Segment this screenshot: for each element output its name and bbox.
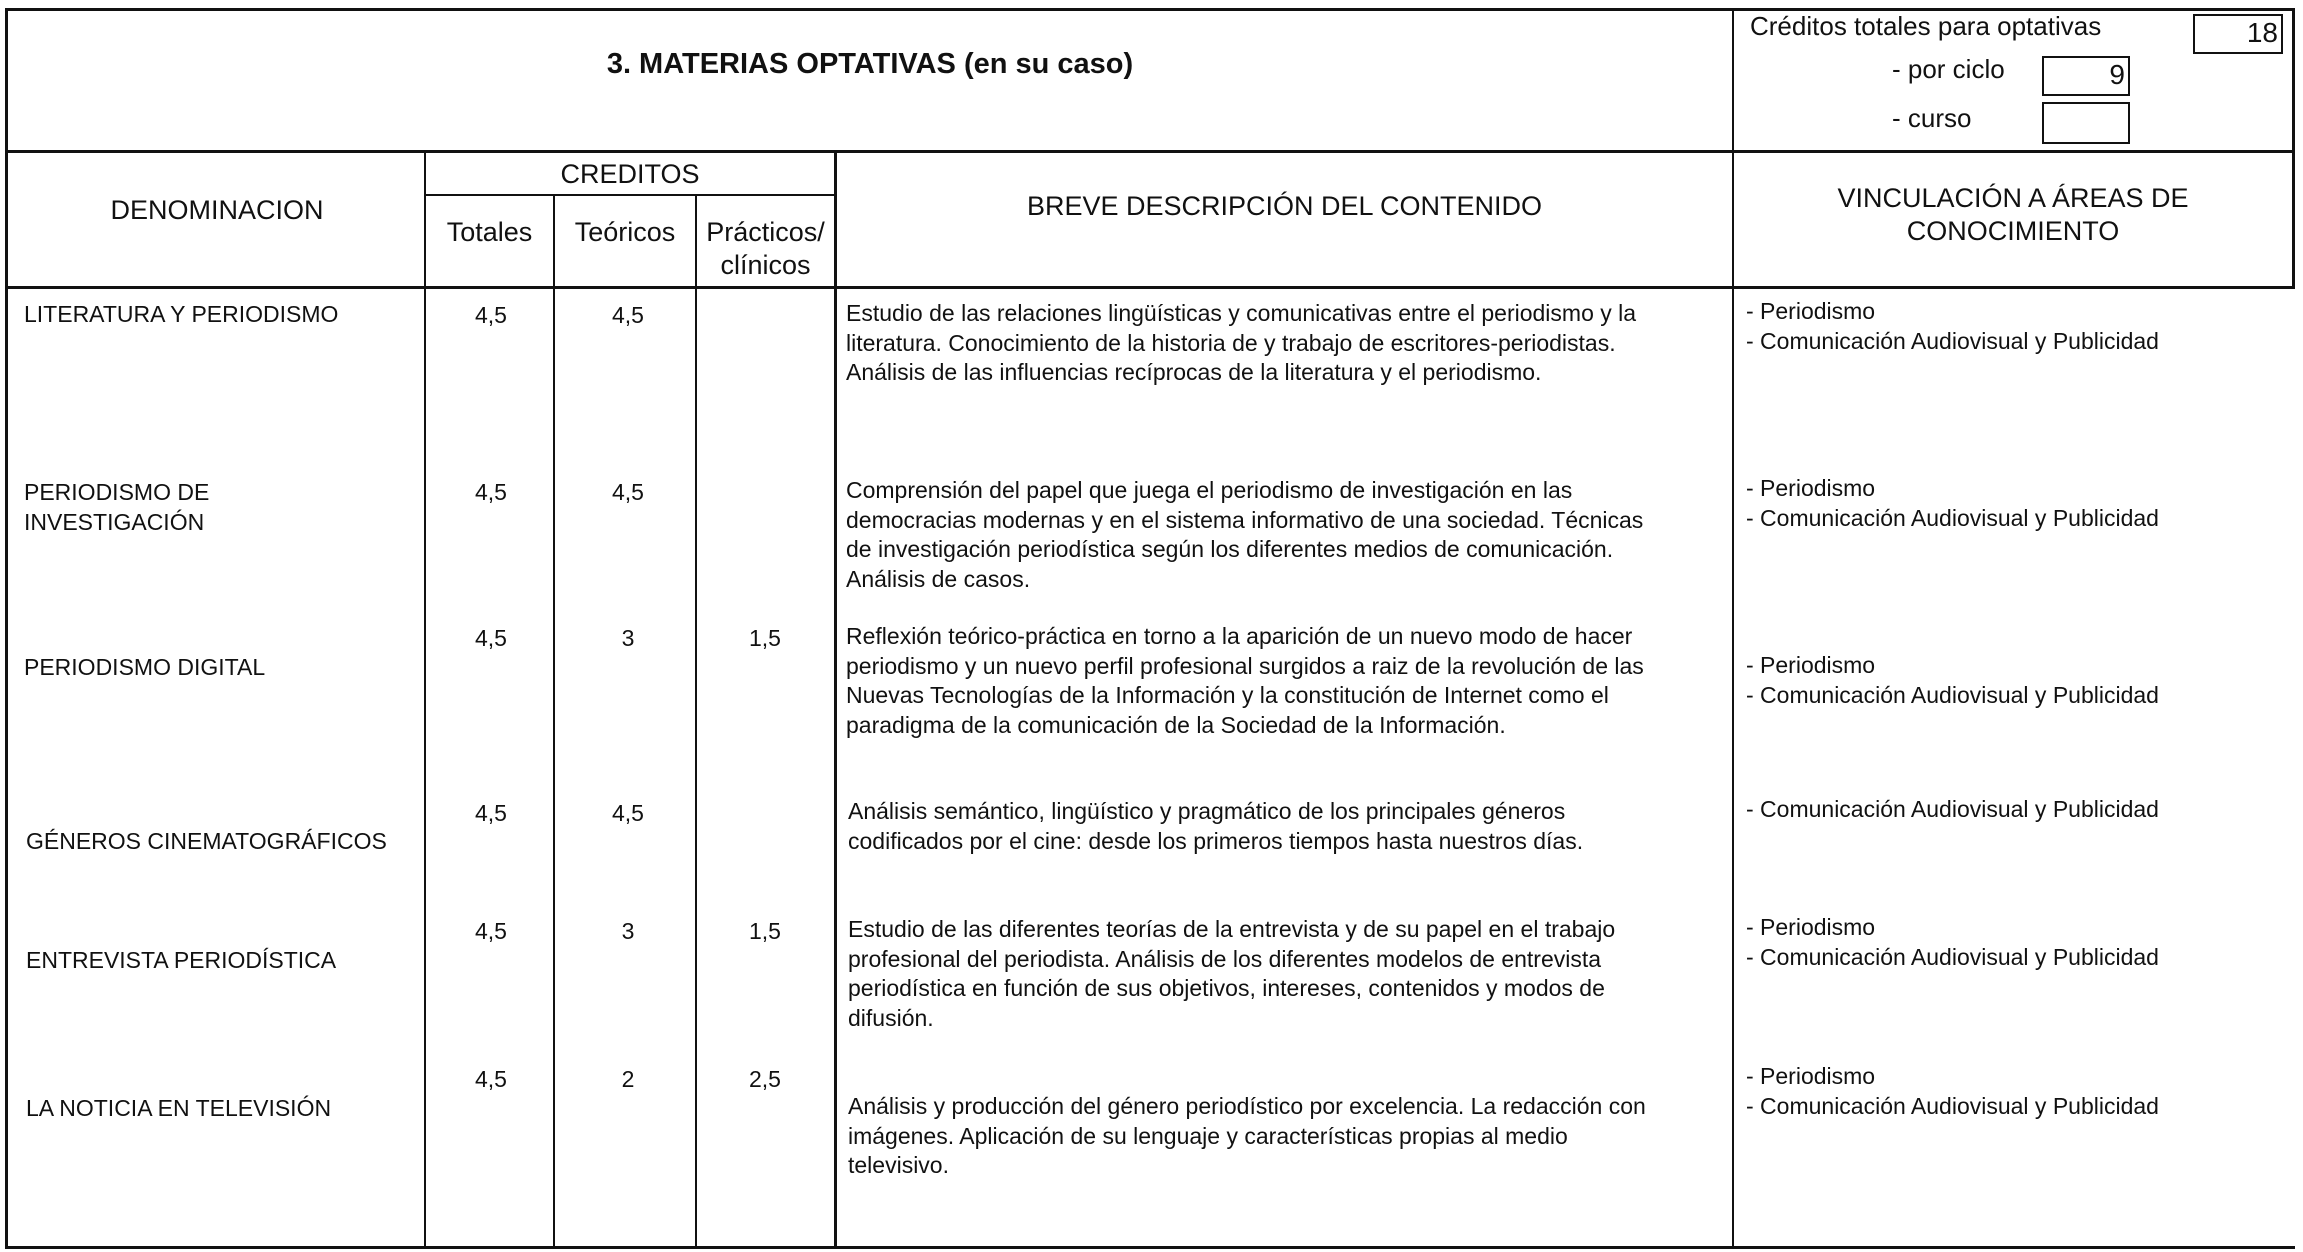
area-item: - Periodismo — [1746, 298, 1876, 324]
row-description — [846, 299, 1636, 388]
row-description — [848, 797, 1583, 856]
row-practicos: 1,5 — [749, 625, 781, 651]
description-line: Reflexión teórico-práctica en torno a la aparición de un nuevo modo de hacer — [846, 623, 1633, 649]
header-descripcion: BREVE DESCRIPCIÓN DEL CONTENIDO — [1026, 191, 1543, 221]
row-totales: 4,5 — [475, 918, 507, 944]
course-label: - curso — [1892, 103, 1972, 133]
course-value — [2042, 102, 2130, 144]
description-line: de investigación periodística según los diferentes medios de comunicación. — [846, 536, 1614, 562]
header-teoricos: Teóricos — [574, 217, 676, 247]
row-totales: 4,5 — [475, 479, 507, 505]
row-teoricos: 3 — [621, 918, 635, 944]
row-areas — [1746, 913, 2159, 972]
area-item: - Comunicación Audiovisual y Publicidad — [1746, 943, 2159, 970]
header-vinculacion-line2: CONOCIMIENTO — [1906, 216, 2120, 246]
description-line: difusión. — [848, 1004, 934, 1031]
header-practicos-line2: clínicos — [720, 250, 811, 280]
row-totales: 4,5 — [475, 625, 507, 651]
area-item: - Periodismo — [1746, 914, 1876, 940]
area-item: - Periodismo — [1746, 475, 1876, 501]
area-item: - Periodismo — [1746, 652, 1876, 678]
row-teoricos: 3 — [621, 625, 635, 651]
row-teoricos: 4,5 — [612, 302, 644, 328]
row-areas — [1746, 651, 2159, 710]
row-areas — [1746, 297, 2159, 356]
row-description — [846, 622, 1644, 740]
description-line: periodística en función de sus objetivos, intereses, contenidos y modos de — [848, 975, 1605, 1001]
row-description — [848, 1092, 1646, 1181]
area-item: - Comunicación Audiovisual y Publicidad — [1746, 1092, 2159, 1119]
header-practicos-line1: Prácticos/ — [706, 217, 825, 247]
total-credits-label: Créditos totales para optativas — [1750, 11, 2102, 41]
area-item: - Periodismo — [1746, 1063, 1876, 1089]
description-line: Análisis de casos. — [846, 565, 1031, 592]
row-areas — [1746, 474, 2159, 533]
description-line: literatura. Conocimiento de la historia de y trabajo de escritores-periodistas. — [846, 329, 1616, 356]
row-name-line: INVESTIGACIÓN — [24, 508, 205, 535]
header-denominacion: DENOMINACION — [110, 195, 324, 225]
description-line: imágenes. Aplicación de su lenguaje y características propias al medio — [848, 1122, 1568, 1149]
area-item: - Comunicación Audiovisual y Publicidad — [1746, 796, 2159, 822]
row-name — [24, 478, 209, 537]
description-line: Estudio de las diferentes teorías de la entrevista y de su papel en el trabajo — [848, 916, 1616, 942]
description-line: televisivo. — [848, 1152, 949, 1178]
per-cycle-label: - por ciclo — [1892, 54, 2005, 84]
section-title: 3. MATERIAS OPTATIVAS (en su caso) — [606, 48, 1134, 80]
row-totales: 4,5 — [475, 302, 507, 328]
row-totales: 4,5 — [475, 800, 507, 826]
area-item: - Comunicación Audiovisual y Publicidad — [1746, 681, 2159, 708]
header-totales: Totales — [446, 217, 533, 247]
description-line: periodismo y un nuevo perfil profesional surgidos a raiz de la revolución de las — [846, 652, 1644, 679]
description-line: codificados por el cine: desde los primeros tiempos hasta nuestros días. — [848, 827, 1584, 854]
header-vinculacion-line1: VINCULACIÓN A ÁREAS DE — [1837, 183, 2189, 213]
row-name: ENTREVISTA PERIODÍSTICA — [26, 947, 337, 973]
description-line: Comprensión del papel que juega el periodismo de investigación en las — [846, 477, 1573, 503]
row-teoricos: 4,5 — [612, 800, 644, 826]
row-totales: 4,5 — [475, 1066, 507, 1092]
row-teoricos: 2 — [621, 1066, 635, 1092]
description-line: democracias modernas y en el sistema informativo de una sociedad. Técnicas — [846, 506, 1644, 533]
description-line: paradigma de la comunicación de la Sociedad de la Información. — [846, 711, 1506, 738]
row-description — [846, 476, 1643, 594]
row-name: LA NOTICIA EN TELEVISIÓN — [26, 1095, 332, 1121]
row-teoricos: 4,5 — [612, 479, 644, 505]
header-creditos: CREDITOS — [560, 159, 700, 189]
header-practicos — [697, 216, 834, 282]
row-practicos: 2,5 — [749, 1066, 781, 1092]
description-line: Análisis y producción del género periodístico por excelencia. La redacción con — [848, 1093, 1646, 1119]
row-areas — [1746, 1062, 2159, 1121]
row-areas — [1746, 795, 2159, 825]
description-line: Estudio de las relaciones lingüísticas y comunicativas entre el periodismo y la — [846, 300, 1637, 326]
area-item: - Comunicación Audiovisual y Publicidad — [1746, 504, 2159, 531]
description-line: Análisis semántico, lingüístico y pragmático de los principales géneros — [848, 798, 1566, 824]
row-practicos: 1,5 — [749, 918, 781, 944]
row-name: GÉNEROS CINEMATOGRÁFICOS — [26, 828, 387, 854]
row-description — [848, 915, 1615, 1033]
description-line: profesional del periodista. Análisis de los diferentes modelos de entrevista — [848, 945, 1602, 972]
description-line: Nuevas Tecnologías de la Información y la constitución de Internet como el — [846, 682, 1609, 708]
total-credits-value: 18 — [2193, 14, 2283, 54]
per-cycle-value: 9 — [2042, 56, 2130, 96]
description-line: Análisis de las influencias recíprocas de la literatura y el periodismo. — [846, 359, 1542, 385]
row-name: LITERATURA Y PERIODISMO — [24, 301, 339, 327]
header-vinculacion — [1734, 182, 2292, 248]
area-item: - Comunicación Audiovisual y Publicidad — [1746, 327, 2159, 354]
row-name-line: PERIODISMO DE — [24, 479, 210, 505]
row-name: PERIODISMO DIGITAL — [24, 654, 266, 680]
